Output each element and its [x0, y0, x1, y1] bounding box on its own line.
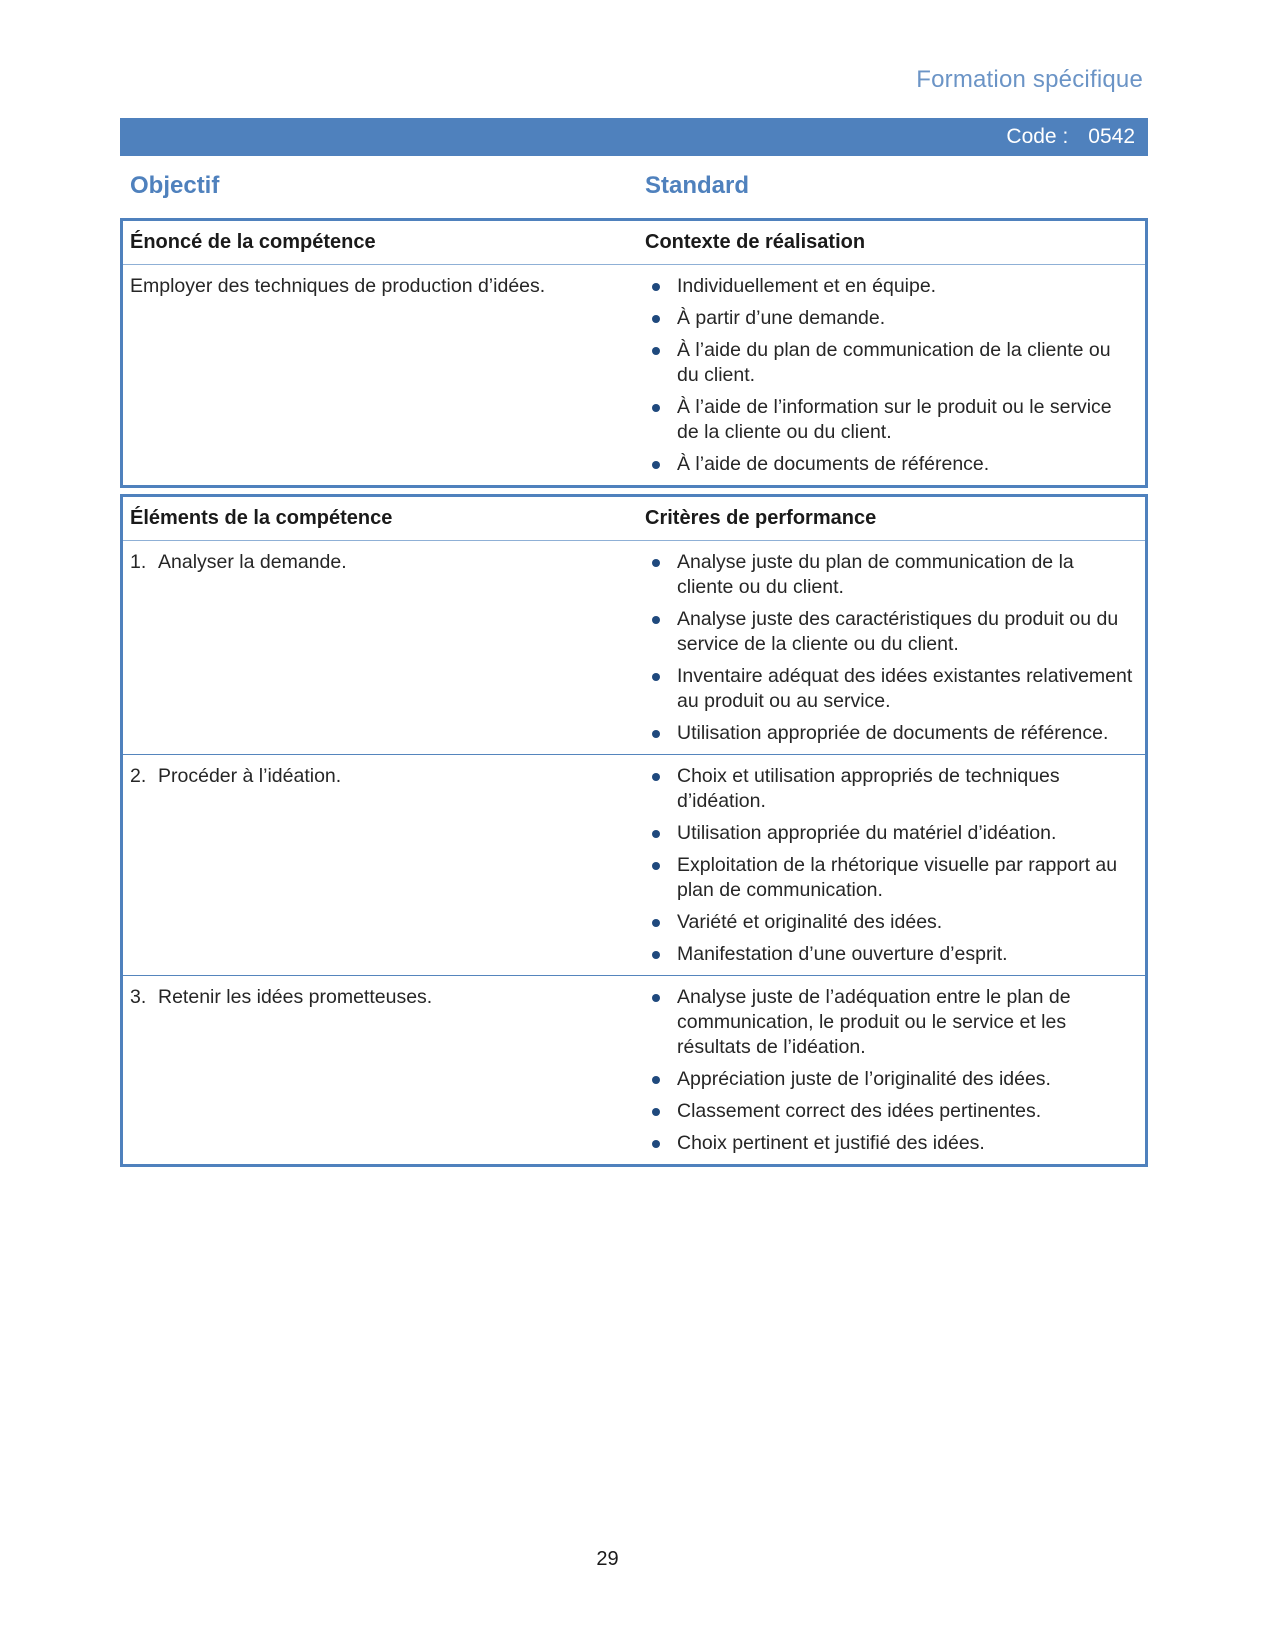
table2-header-left: Éléments de la compétence — [130, 507, 393, 529]
element-2-number: 2. — [130, 765, 147, 787]
page-number: 29 — [596, 1548, 619, 1570]
element-3 — [123, 976, 645, 1164]
criteres-bullet-list-3 — [645, 985, 1135, 1156]
bullet-item: Exploitation de la rhétorique visuelle par rapport au plan de communication. — [645, 853, 1135, 903]
code-label: Code : — [1006, 125, 1069, 148]
bullet-item: À partir d’une demande. — [645, 306, 1135, 331]
section-headings — [120, 172, 1148, 204]
criteres-bullet-list-1 — [645, 550, 1135, 746]
bullet-item: Inventaire adéquat des idées existantes relativement au produit ou au service. — [645, 664, 1135, 714]
table2-row-1 — [123, 541, 1145, 754]
table1-header-row — [123, 221, 1145, 265]
competence-statement: Employer des techniques de production d’idées. — [130, 275, 546, 297]
table2-row-2 — [123, 754, 1145, 975]
table2-header-right: Critères de performance — [645, 507, 877, 529]
element-3-number: 3. — [130, 986, 147, 1008]
bullet-item: Variété et originalité des idées. — [645, 910, 1135, 935]
bullet-item: Appréciation juste de l’originalité des idées. — [645, 1067, 1135, 1092]
criteres-bullet-list-2 — [645, 764, 1135, 967]
code-banner — [120, 118, 1148, 156]
criteres-cell-1 — [645, 541, 1145, 754]
objectif-heading: Objectif — [130, 172, 220, 199]
bullet-item: À l’aide de documents de référence. — [645, 452, 1135, 477]
running-head: Formation spécifique — [916, 66, 1143, 93]
elements-criteres-table — [120, 494, 1148, 1167]
enonce-contexte-table — [120, 218, 1148, 488]
bullet-item: Individuellement et en équipe. — [645, 274, 1135, 299]
bullet-item: Analyse juste de l’adéquation entre le plan de communication, le produit ou le service et les résultats de l’idéation. — [645, 985, 1135, 1060]
bullet-item: Manifestation d’une ouverture d’esprit. — [645, 942, 1135, 967]
table1-header-right: Contexte de réalisation — [645, 231, 866, 253]
contexte-cell — [645, 265, 1145, 485]
element-1-label: Analyser la demande. — [158, 551, 347, 573]
bullet-item: À l’aide du plan de communication de la cliente ou du client. — [645, 338, 1135, 388]
bullet-item: Analyse juste des caractéristiques du produit ou du service de la cliente ou du client. — [645, 607, 1135, 657]
code-value: 0542 — [1088, 125, 1135, 148]
element-1-number: 1. — [130, 551, 147, 573]
bullet-item: Choix et utilisation appropriés de techniques d’idéation. — [645, 764, 1135, 814]
table2-header-row — [123, 497, 1145, 541]
table1-row — [123, 265, 1145, 485]
element-2 — [123, 755, 645, 975]
table1-header-left: Énoncé de la compétence — [130, 231, 376, 253]
standard-heading: Standard — [645, 172, 750, 199]
contexte-bullet-list — [645, 274, 1135, 477]
element-3-label: Retenir les idées prometteuses. — [158, 986, 433, 1008]
element-2-label: Procéder à l’idéation. — [158, 765, 342, 787]
bullet-item: Analyse juste du plan de communication de la cliente ou du client. — [645, 550, 1135, 600]
bullet-item: Classement correct des idées pertinentes. — [645, 1099, 1135, 1124]
criteres-cell-3 — [645, 976, 1145, 1164]
bullet-item: Utilisation appropriée du matériel d’idéation. — [645, 821, 1135, 846]
criteres-cell-2 — [645, 755, 1145, 975]
element-1 — [123, 541, 645, 754]
bullet-item: Choix pertinent et justifié des idées. — [645, 1131, 1135, 1156]
bullet-item: À l’aide de l’information sur le produit ou le service de la cliente ou du client. — [645, 395, 1135, 445]
table2-row-3 — [123, 975, 1145, 1164]
bullet-item: Utilisation appropriée de documents de référence. — [645, 721, 1135, 746]
